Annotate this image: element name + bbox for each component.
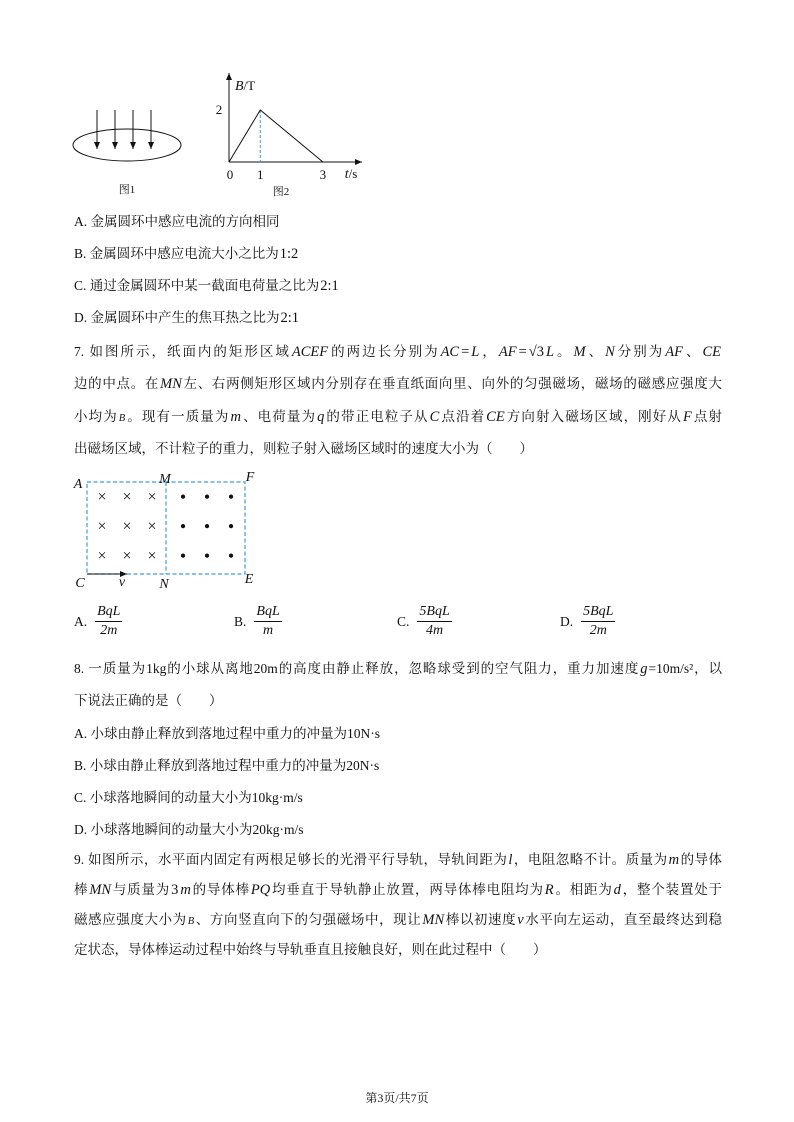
- text-run: 。: [555, 344, 573, 359]
- text-run: 点沿着: [440, 409, 486, 424]
- text-run: 边的中点。在: [74, 376, 160, 391]
- text-run: 水平向左运动，直至最终达到稳: [524, 912, 723, 927]
- math-symbol: B: [118, 413, 126, 424]
- field-out-of-page-mark: •: [227, 516, 235, 537]
- text-run: 与质量为: [112, 882, 171, 897]
- text-run: 的导体棒: [191, 882, 250, 897]
- math-symbol: √3: [528, 344, 544, 360]
- x-axis-label: [345, 166, 358, 182]
- point-m-label: M: [159, 472, 171, 487]
- field-out-of-page-mark: •: [203, 516, 211, 537]
- page-number: 第3页/共7页: [365, 1091, 429, 1105]
- math-symbol: F: [682, 409, 692, 425]
- field-out-of-page-mark: •: [179, 516, 187, 537]
- math-symbol: AF: [665, 344, 683, 360]
- x-tick-label: 1: [257, 167, 264, 182]
- math-symbol: 1:2: [279, 246, 299, 262]
- fraction-numerator: BqL: [254, 603, 281, 622]
- math-symbol: B: [187, 916, 195, 927]
- field-out-of-page-mark: •: [203, 546, 211, 566]
- x-axis-variable: t: [344, 167, 349, 182]
- math-symbol: R: [544, 882, 554, 898]
- field-into-page-mark: ×: [122, 518, 132, 535]
- option-label: A.: [74, 613, 88, 629]
- math-symbol: 2:1: [280, 310, 300, 326]
- metal-ring: [73, 129, 181, 161]
- field-into-page-mark: ×: [147, 488, 157, 506]
- text-run: 磁感应强度大小为: [74, 912, 187, 927]
- field-into-page-mark: ×: [147, 518, 157, 535]
- field-out-of-page-mark: •: [203, 487, 211, 507]
- math-symbol: v: [517, 912, 524, 928]
- math-symbol: m: [180, 882, 191, 898]
- text-run: 点射: [692, 409, 723, 424]
- text-run: A. 金属圆环中感应电流的方向相同: [74, 214, 280, 229]
- text-run: 棒: [74, 882, 89, 897]
- option-label: B.: [234, 613, 247, 629]
- text-run: ，电阻忽略不计。质量为: [513, 852, 668, 867]
- point-a-label: A: [73, 477, 83, 492]
- q8-stem-line-2: [74, 691, 223, 711]
- q8-option-b: [74, 756, 379, 776]
- q8-option-c: [74, 788, 303, 808]
- field-out-of-page-mark: •: [179, 546, 187, 566]
- y-axis-unit: /T: [243, 78, 256, 93]
- text-run: 9. 如图所示，水平面内固定有两根足够长的光滑平行导轨，导轨间距为: [74, 852, 508, 867]
- math-symbol: C: [429, 409, 440, 425]
- math-symbol: 3: [171, 882, 179, 898]
- q6-option-c: [74, 276, 340, 296]
- text-run: ，整个装置处于: [621, 882, 723, 897]
- text-run: 的导体: [680, 852, 723, 867]
- math-symbol: AC: [440, 344, 460, 360]
- math-symbol: l: [508, 852, 513, 868]
- math-symbol: PQ: [250, 882, 271, 898]
- text-run: 下说法正确的是（ ）: [74, 693, 223, 708]
- text-run: 、电荷量为: [241, 409, 317, 424]
- q8-stem-line-1: [74, 659, 722, 679]
- field-out-of-page-mark: •: [179, 487, 187, 507]
- math-symbol: MN: [422, 912, 445, 928]
- q9-stem-line-1: [74, 850, 722, 870]
- math-symbol: CE: [486, 409, 505, 425]
- q6-option-b: [74, 244, 299, 264]
- q7-option-c: [397, 603, 452, 640]
- text-run: 出磁场区域，不计粒子的重力，则粒子射入磁场区域时的速度大小为（ ）: [74, 441, 533, 456]
- math-symbol: AF: [498, 344, 517, 360]
- fraction: [417, 603, 451, 640]
- fraction: [581, 603, 615, 640]
- q9-stem-line-3: [74, 910, 722, 930]
- text-run: 7. 如图所示，纸面内的矩形区域: [74, 344, 291, 359]
- text-run: 、: [683, 344, 702, 359]
- q7-stem-line-4: [74, 439, 533, 459]
- math-symbol: L: [545, 344, 555, 360]
- q7-stem-line-2: [74, 374, 722, 394]
- text-run: 均垂直于导轨静止放置，两导体棒电阻均为: [271, 882, 544, 897]
- text-run: D. 小球落地瞬间的动量大小为20kg·m/s: [74, 822, 304, 837]
- text-run: 定状态，导体棒运动过程中始终与导轨垂直且接触良好，则在此过程中（ ）: [74, 942, 547, 957]
- fraction: [95, 603, 122, 640]
- x-axis-unit: /s: [348, 166, 358, 181]
- q7-stem-line-1: [74, 342, 722, 362]
- velocity-label: v: [118, 575, 126, 590]
- origin-label: 0: [226, 167, 234, 182]
- field-into-page-mark: ×: [147, 547, 157, 565]
- text-run: 。现有一质量为: [126, 409, 230, 424]
- math-symbol: g: [640, 661, 648, 677]
- text-run: 的两边长分别为: [329, 344, 440, 359]
- math-symbol: q: [317, 409, 325, 425]
- q7-option-b: [234, 603, 282, 640]
- text-run: C. 通过金属圆环中某一截面电荷量之比为: [74, 278, 320, 293]
- figure-1-ring-in-field: [60, 100, 200, 170]
- figure-2-caption: 图2: [272, 186, 290, 198]
- text-run: 、: [586, 344, 605, 359]
- text-run: D. 金属圆环中产生的焦耳热之比为: [74, 310, 280, 325]
- text-run: C. 小球落地瞬间的动量大小为10kg·m/s: [74, 790, 303, 805]
- math-symbol: m: [668, 852, 680, 868]
- math-symbol: ACEF: [291, 344, 329, 360]
- math-symbol: 2:1: [320, 278, 339, 294]
- text-run: ，: [480, 344, 498, 359]
- fraction-numerator: 5BqL: [581, 603, 615, 622]
- math-symbol: =: [461, 344, 470, 360]
- fraction-denominator: 4m: [426, 623, 444, 638]
- text-run: 棒以初速度: [445, 912, 517, 927]
- q7-stem-line-3: [74, 407, 722, 427]
- math-symbol: MN: [160, 376, 182, 392]
- q9-stem-line-2: [74, 880, 722, 900]
- point-c-label: C: [75, 576, 85, 591]
- fraction: [254, 603, 281, 640]
- option-label: D.: [560, 613, 574, 629]
- point-f-label: F: [245, 470, 255, 485]
- text-run: 左、右两侧矩形区域内分别存在垂直纸面向里、向外的匀强磁场，磁场的磁感应强度大: [182, 376, 722, 391]
- fraction-denominator: m: [263, 623, 274, 638]
- text-run: 小均为: [74, 409, 118, 424]
- fraction-denominator: 2m: [589, 623, 607, 638]
- point-e-label: E: [244, 572, 254, 587]
- math-symbol: d: [613, 882, 621, 898]
- math-symbol: =: [518, 344, 527, 360]
- text-run: A. 小球由静止释放到落地过程中重力的冲量为10N·s: [74, 726, 380, 741]
- y-axis-label: [235, 78, 255, 94]
- text-run: 的带正电粒子从: [325, 409, 429, 424]
- text-run: 8. 一质量为1kg的小球从离地20m的高度由静止释放，忽略球受到的空气阻力，重力加速度: [74, 661, 640, 676]
- math-symbol: N: [605, 344, 615, 360]
- field-out-of-page-mark: •: [227, 487, 235, 507]
- text-run: 分别为: [615, 344, 665, 359]
- option-label: C.: [397, 613, 410, 629]
- b-t-curve: [229, 110, 323, 162]
- q6-option-d: [74, 308, 300, 328]
- x-tick-label: 3: [319, 167, 327, 182]
- text-run: 。相距为: [554, 882, 613, 897]
- math-symbol: L: [471, 344, 480, 360]
- field-out-of-page-mark: •: [227, 546, 235, 566]
- q9-stem-line-4: [74, 940, 547, 960]
- fraction-denominator: 2m: [100, 623, 118, 638]
- field-into-page-mark: ×: [97, 518, 107, 535]
- q8-option-d: [74, 820, 304, 840]
- text-run: B. 金属圆环中感应电流大小之比为: [74, 246, 279, 261]
- field-into-page-mark: ×: [97, 547, 107, 565]
- field-into-page-mark: ×: [97, 488, 107, 506]
- point-n-label: N: [159, 577, 169, 592]
- text-run: B. 小球由静止释放到落地过程中重力的冲量为20N·s: [74, 758, 380, 773]
- math-symbol: MN: [89, 882, 112, 898]
- q6-option-a: [74, 212, 280, 232]
- y-axis-variable: B: [234, 79, 244, 94]
- field-into-page-mark: ×: [122, 488, 132, 506]
- math-symbol: CE: [702, 344, 721, 360]
- text-run: 方向射入磁场区域，刚好从: [505, 409, 682, 424]
- text-run: 、方向竖直向下的匀强磁场中，现让: [195, 912, 422, 927]
- q7-option-d: [560, 603, 615, 640]
- q8-option-a: [74, 724, 380, 744]
- fraction-numerator: BqL: [95, 603, 122, 622]
- q7-option-a: [74, 603, 122, 640]
- math-symbol: m: [230, 409, 241, 425]
- text-run: =10m/s²，以: [648, 661, 723, 676]
- b-t-graph: [200, 60, 380, 185]
- field-into-page-mark: ×: [122, 547, 132, 565]
- q7-field-diagram: [70, 466, 270, 596]
- y-tick-label: 2: [215, 102, 223, 117]
- fraction-numerator: 5BqL: [417, 603, 451, 622]
- math-symbol: M: [573, 344, 586, 360]
- figure-1-caption: 图1: [118, 184, 136, 196]
